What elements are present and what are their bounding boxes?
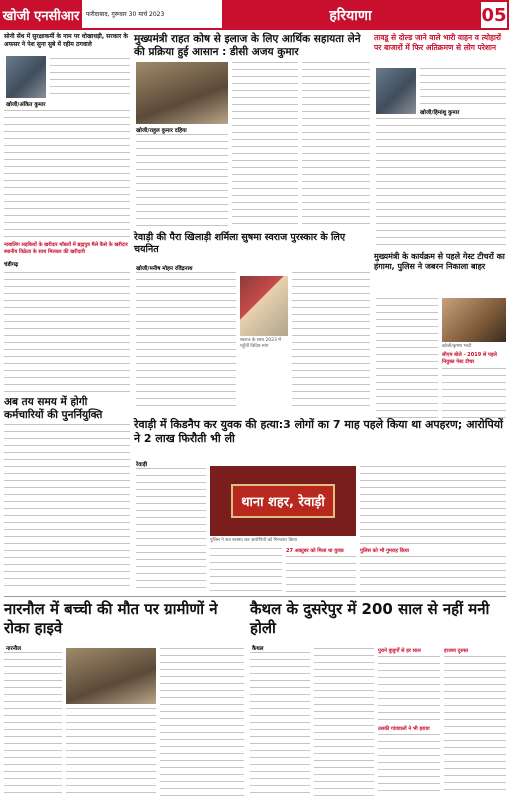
brand-name: खोजी एनसीआर xyxy=(0,0,82,30)
police-station-sign: थाना शहर, रेवाड़ी xyxy=(231,484,335,518)
article-1-headline: सोनी सेंथ में सुरक्षाकर्मी के नाम पर धोखाधड़ी, सरकार के अफसर ने पेश सुना सुबे में रहीम ठगवाले xyxy=(4,33,129,48)
article-7-caption: पुलिस ने शव बरामद कर आरोपियों को गिरफ्तार किया xyxy=(210,538,297,543)
article-2-headline: मुख्यमंत्री राहत कोष से इलाज के लिए आर्थिक सहायता लेने की प्रक्रिया हुई आसान : डीसी अजय कुमार xyxy=(134,33,361,58)
article-9-subhead-1: पुराने बुजुर्गों से हर साल xyxy=(378,648,421,654)
article-9-col4 xyxy=(378,734,440,796)
article-8-photo xyxy=(66,648,156,704)
article-5-subhead: सीएम बोले - 2019 से पहले नियुक्त गेस्ट टीचर xyxy=(442,352,497,365)
article-1-body xyxy=(4,110,130,240)
article-1-photo xyxy=(6,56,46,98)
article-3-headline: तावडू से दोल्ड जाने वाले भारी वाहन व त्योहारों पर बाजारों में फिर अतिक्रमण से लोग परेशान xyxy=(374,33,501,52)
article-3-byline: खोजी/हिमांशु कुमार xyxy=(420,110,460,116)
article-8-col1 xyxy=(4,652,62,796)
article-3-intro xyxy=(420,68,506,106)
article-4-caption: स्वराज के साथ 2023 में पहुँचीं विविध मांग xyxy=(240,338,282,349)
article-9-headline: कैथल के दुसरेपुर में 200 साल से नहीं मनी होली xyxy=(250,600,490,637)
article-7-col1 xyxy=(136,468,206,592)
article-7-col4 xyxy=(360,466,506,546)
article-4-headline: रेवाड़ी की पैरा खिलाड़ी शर्मिला सुषमा स्वराज पुरस्कार के लिए चयनित xyxy=(134,232,346,255)
article-7-subhead-1: 27 अक्टूबर को मिला था युवक xyxy=(286,548,344,554)
article-7-byline: रेवाड़ी xyxy=(136,462,148,468)
article-4-byline: खोजी/मनीष मोहन रविंद्रनाथ xyxy=(136,266,193,272)
article-6-body xyxy=(4,424,130,592)
article-9-col3 xyxy=(378,656,440,722)
article-7-photo xyxy=(210,466,356,536)
article-8-col3 xyxy=(160,648,244,796)
article-2-col1 xyxy=(136,134,228,226)
article-5-caption: खोजी/कृष्णा भाटी xyxy=(442,344,472,349)
page-number: 05 xyxy=(479,0,509,30)
article-8-byline: नारनौल xyxy=(6,646,21,652)
article-5-col2 xyxy=(442,368,506,418)
masthead xyxy=(0,0,509,30)
article-4-body xyxy=(136,272,236,408)
article-1-text xyxy=(50,58,130,98)
article-7-col5 xyxy=(360,556,506,592)
article-7-col3 xyxy=(286,556,356,592)
article-7-headline: रेवाड़ी में किडनैप कर युवक की हत्या:3 लोगों का 7 माह पहले किया था अपहरण; आरोपियों ने 2 लाख फिरौती भी ली xyxy=(134,418,504,445)
article-3-photo xyxy=(376,68,416,114)
article-5-headline: मुख्यमंत्री के कार्यक्रम से पहले गेस्ट टीचरों का हंगामा, पुलिस ने जबरन निकाला बाहर xyxy=(374,252,505,271)
article-3-body xyxy=(376,118,506,248)
article-2-col3 xyxy=(302,62,370,226)
article-2-byline: खोजी/राहुल कुमार दहिया xyxy=(136,128,187,134)
article-1-subhead: नाबालिग लड़कियों के खरीदार मॉडलों में ब्रह्मपुत्र मैले कैसे के खरीदार स्थानीय विक्रेता के साथ मिलकर की खरीदारी xyxy=(4,242,128,255)
article-5-photo xyxy=(442,298,506,342)
article-4-col2 xyxy=(292,272,370,408)
article-9-subhead-2: उसकी गांववालों ने भी हराया xyxy=(378,726,430,732)
section-divider xyxy=(4,596,506,597)
article-9-col2 xyxy=(314,648,374,796)
article-6-byline: चंडीगढ़ xyxy=(4,262,19,268)
article-8-headline: नारनौल में बच्ची की मौत पर ग्रामीणों ने रोका हाइवे xyxy=(4,600,218,637)
article-1-byline: खोजी/अंकित कुमार xyxy=(6,102,46,108)
article-2-photo xyxy=(136,62,228,124)
article-7-col2 xyxy=(210,548,282,592)
article-7-subhead-2: पुलिस को भी गुमराह किया xyxy=(360,548,409,554)
article-2-col2 xyxy=(232,62,298,226)
article-9-subhead-3: हाजमा दुरुस्त xyxy=(444,648,469,654)
article-9-col1 xyxy=(250,652,310,796)
article-9-col5 xyxy=(444,656,506,796)
article-6-intro xyxy=(4,272,130,392)
article-9-byline: कैथल xyxy=(252,646,264,652)
article-8-col2 xyxy=(66,708,156,796)
article-6-byline-block xyxy=(4,260,130,270)
article-4-photo xyxy=(240,276,288,336)
article-6-headline: अब तय समय में होगी कर्मचारियों की पुनर्नियुक्ति xyxy=(4,396,103,421)
issue-date: फरीदाबाद, गुरूवार 30 मार्च 2023 xyxy=(82,0,222,30)
section-title: हरियाणा xyxy=(222,0,479,30)
article-5-col1 xyxy=(376,298,438,418)
